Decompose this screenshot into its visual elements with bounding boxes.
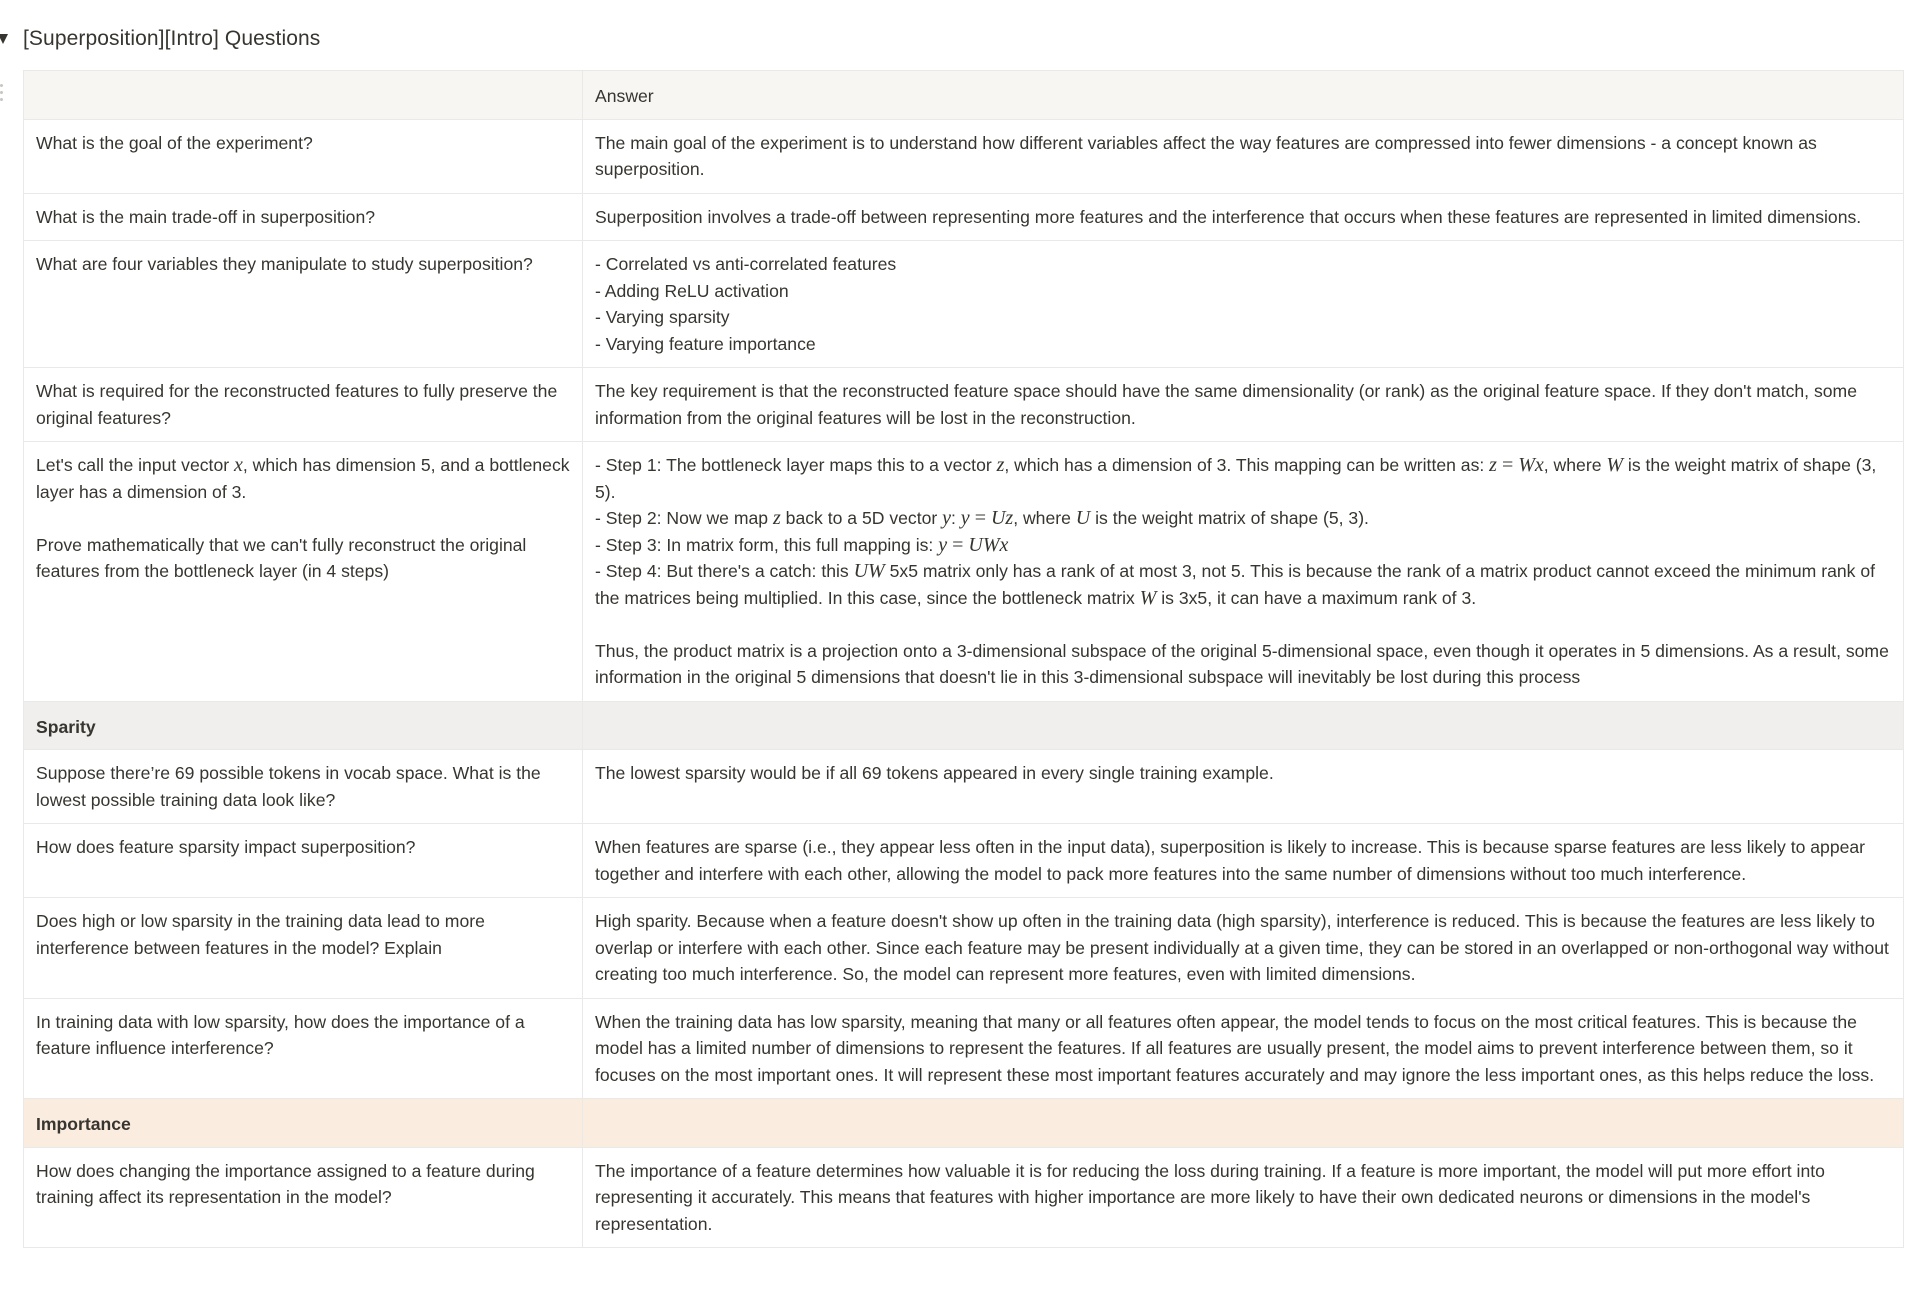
proof-step-4: - Step 4: But there's a catch: this UW 5x5 matrix only has a rank of at most 3, not 5. This is because the rank of a matrix product cannot exceed the minimum rank of the matrices being multiplied. In this case, since the bottleneck matrix W is 3x5, it can have a maximum rank of 3. [595, 560, 1876, 609]
answer-list-line: - Correlated vs anti-correlated features [595, 254, 897, 274]
answer-list-line: - Adding ReLU activation [595, 280, 789, 301]
section-empty-cell[interactable] [583, 1099, 1904, 1148]
drag-handle-icon[interactable] [0, 84, 4, 104]
question-cell[interactable]: How does feature sparsity impact superposition? [24, 824, 583, 898]
question-cell[interactable]: What is required for the reconstructed features to fully preserve the original features? [24, 368, 583, 442]
table-row [24, 442, 1904, 702]
answer-cell[interactable]: The key requirement is that the reconstructed feature space should have the same dimensionality (or rank) as the original feature space. If they don't match, some information from the original features will be lost in the reconstruction. [583, 368, 1904, 442]
table-row [24, 998, 1904, 1099]
header-cell-answer[interactable]: Answer [583, 71, 1904, 120]
table-row [24, 750, 1904, 824]
table-header-row [24, 71, 1904, 120]
answer-cell[interactable]: The main goal of the experiment is to understand how different variables affect the way features are compressed into fewer dimensions - a concept known as superposition. [583, 119, 1904, 193]
question-paragraph: Let's call the input vector x, which has dimension 5, and a bottleneck layer has a dimension of 3. [36, 454, 570, 502]
table-row [24, 368, 1904, 442]
answer-cell[interactable]: The lowest sparsity would be if all 69 tokens appeared in every single training example. [583, 750, 1904, 824]
qa-table [23, 70, 1904, 1248]
question-cell[interactable]: What are four variables they manipulate to study superposition? [24, 241, 583, 368]
answer-cell[interactable] [583, 241, 1904, 368]
section-row-sparity [24, 701, 1904, 750]
table-row [24, 898, 1904, 999]
toggle-block-header[interactable] [0, 22, 320, 56]
table-row [24, 241, 1904, 368]
question-cell[interactable]: How does changing the importance assigned to a feature during training affect its representation in the model? [24, 1147, 583, 1248]
toggle-triangle-icon[interactable] [0, 34, 8, 44]
proof-conclusion: Thus, the product matrix is a projection onto a 3-dimensional subspace of the original 5-dimensional space, even though it operates in 5 dimensions. As a result, some information in the original 5 dimensions that doesn't lie in this 3-dimensional subspace will inevitably be lost during this process [595, 640, 1889, 687]
section-label[interactable]: Sparity [24, 701, 583, 750]
proof-step-2: - Step 2: Now we map z back to a 5D vector y: y = Uz, where U is the weight matrix of shape (5, 3). [595, 507, 1369, 529]
question-cell[interactable]: What is the goal of the experiment? [24, 119, 583, 193]
header-cell-question[interactable] [24, 71, 583, 120]
math-x: x [233, 454, 243, 476]
proof-step-1: - Step 1: The bottleneck layer maps this to a vector z, which has a dimension of 3. This mapping can be written as: z = Wx, where W is the weight matrix of shape (3, 5). [595, 454, 1877, 502]
question-cell[interactable] [24, 442, 583, 702]
question-cell[interactable]: In training data with low sparsity, how does the importance of a feature influence interference? [24, 998, 583, 1099]
section-label[interactable]: Importance [24, 1099, 583, 1148]
answer-cell[interactable]: Superposition involves a trade-off between representing more features and the interference that occurs when these features are represented in limited dimensions. [583, 193, 1904, 241]
table-row [24, 193, 1904, 241]
section-empty-cell[interactable] [583, 701, 1904, 750]
section-row-importance [24, 1099, 1904, 1148]
proof-step-3: - Step 3: In matrix form, this full mapping is: y = UWx [595, 533, 1009, 556]
table-row [24, 824, 1904, 898]
answer-list-line: - Varying sparsity [595, 307, 730, 327]
question-cell[interactable]: Suppose there’re 69 possible tokens in vocab space. What is the lowest possible training data look like? [24, 750, 583, 824]
answer-list-line: - Varying feature importance [595, 333, 816, 354]
table-row [24, 1147, 1904, 1248]
answer-cell[interactable] [583, 442, 1904, 702]
question-paragraph: Prove mathematically that we can't fully reconstruct the original features from the bottleneck layer (in 4 steps) [36, 534, 527, 581]
question-cell[interactable]: What is the main trade-off in superposition? [24, 193, 583, 241]
answer-cell[interactable]: When the training data has low sparsity, meaning that many or all features often appear, the model tends to focus on the most critical features. This is because the model has a limited number of dimensions to represent the features. If all features are usually present, the model aims to prevent interference between them, so it focuses on the most important ones. It will represent these most important features accurately and may ignore the less important ones, as this helps reduce the loss. [583, 998, 1904, 1099]
question-cell[interactable]: Does high or low sparsity in the training data lead to more interference between features in the model? Explain [24, 898, 583, 999]
toggle-title: [Superposition][Intro] Questions [23, 27, 321, 50]
table-row [24, 119, 1904, 193]
answer-cell[interactable]: High sparity. Because when a feature doesn't show up often in the training data (high sparsity), interference is reduced. This is because the features are less likely to overlap or interfere with each other. Since each feature may be present individually at a given time, they can be stored in an overlapped or non-orthogonal way without creating too much interference. So, the model can represent more features, even with limited dimensions. [583, 898, 1904, 999]
answer-cell[interactable]: When features are sparse (i.e., they appear less often in the input data), superposition is likely to increase. This is because sparse features are less likely to appear together and interfere with each other, allowing the model to pack more features into the same number of dimensions without too much interference. [583, 824, 1904, 898]
answer-cell[interactable]: The importance of a feature determines how valuable it is for reducing the loss during training. If a feature is more important, the model will put more effort into representing it accurately. This means that features with higher importance are more likely to have their own dedicated neurons or dimensions in the model's representation. [583, 1147, 1904, 1248]
